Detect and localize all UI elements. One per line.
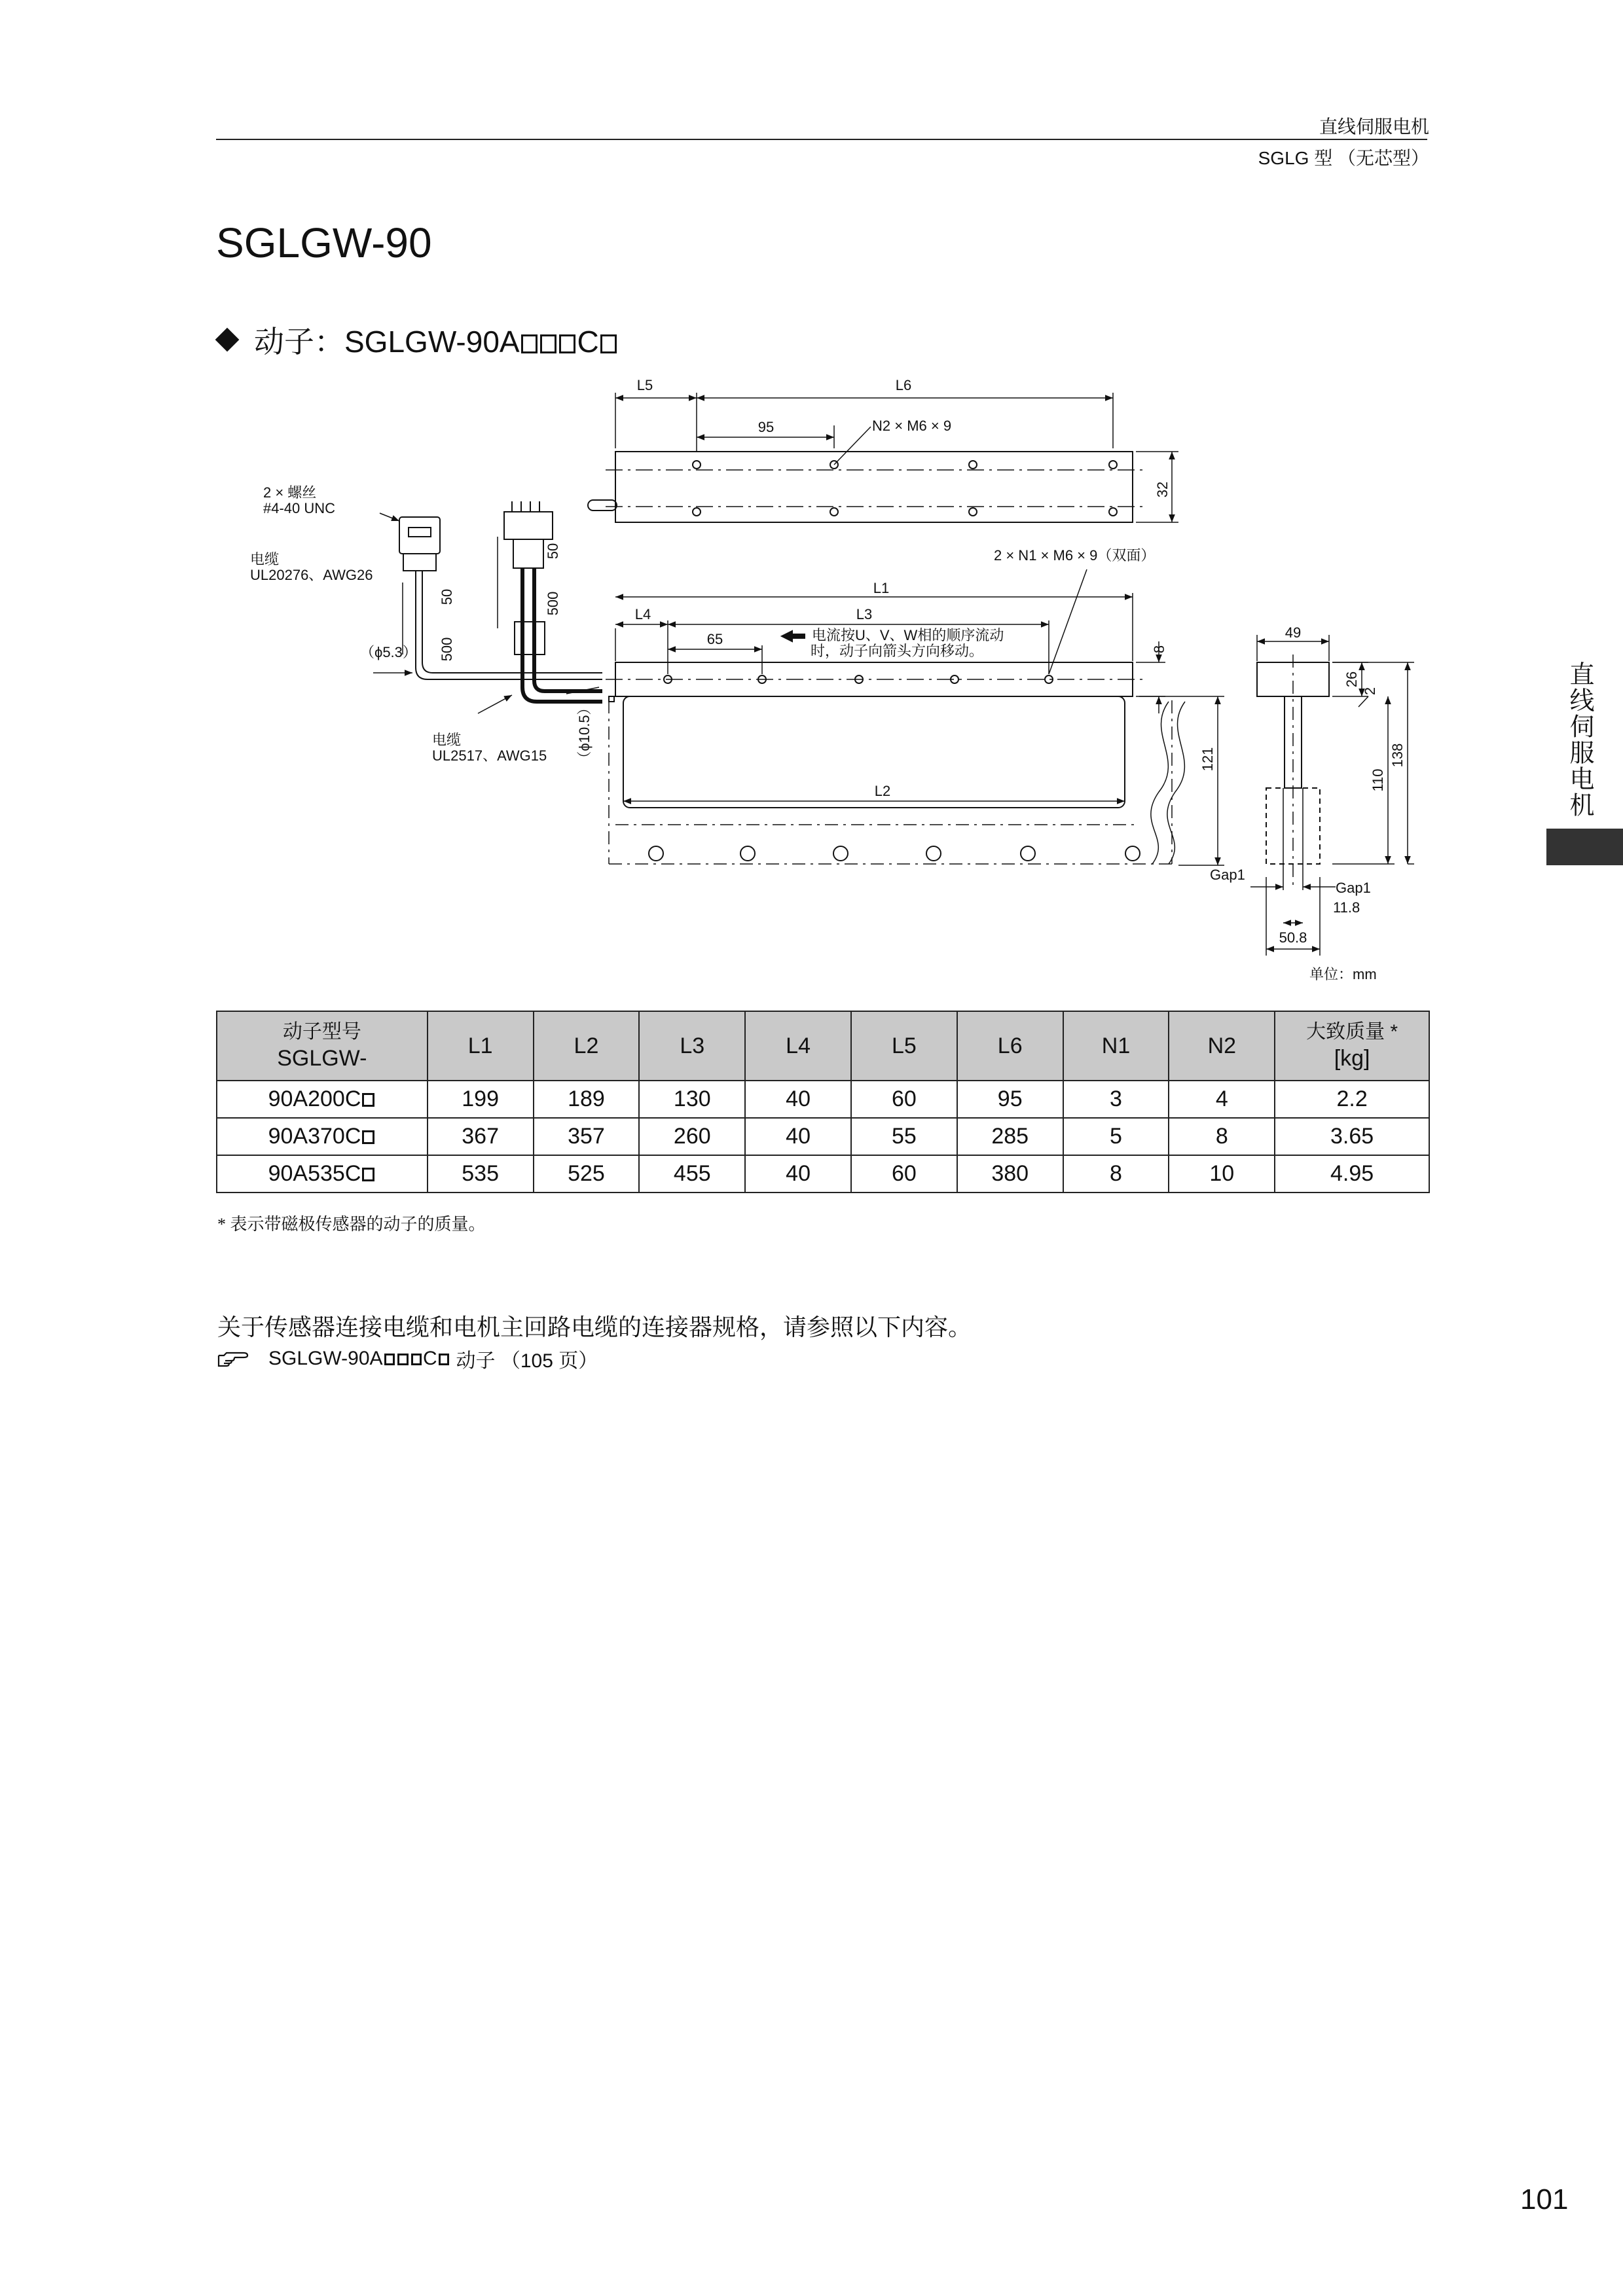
label-phi53: （ϕ5.3） — [360, 644, 417, 660]
col-mass-line2: [kg] — [1334, 1045, 1370, 1071]
col-model-line2: SGLGW- — [277, 1045, 367, 1071]
dimension-drawing — [216, 367, 1434, 995]
cell-model-text: 90A535C — [268, 1161, 361, 1186]
cell-model — [217, 1155, 428, 1193]
label-current-2: 时，动子向箭头方向移动。 — [811, 643, 984, 659]
label-138: 138 — [1389, 743, 1406, 768]
reference-model: SGLGW-90A — [268, 1348, 383, 1369]
label-current-1: 电流按U、V、W相的顺序流动 — [812, 627, 1004, 643]
cell-mass: 2.2 — [1275, 1081, 1429, 1118]
header-category: 直线伺服电机 — [1319, 117, 1429, 137]
label-8: 8 — [1151, 645, 1167, 654]
placeholder-box-icon — [521, 334, 538, 353]
label-2: 2 — [1362, 687, 1378, 696]
label-screw-2: #4-40 UNC — [263, 500, 336, 516]
label-11-8: 11.8 — [1333, 899, 1360, 916]
label-50a: 50 — [439, 588, 455, 605]
cell-l5: 60 — [851, 1081, 957, 1118]
label-screw-1: 2 × 螺丝 — [263, 484, 317, 501]
col-l6: L6 — [957, 1011, 1063, 1081]
placeholder-box-icon — [600, 334, 617, 353]
label-phi105: （ϕ10.5） — [576, 700, 593, 766]
label-n2-holes: N2 × M6 × 9 — [872, 418, 952, 434]
cell-l1: 367 — [428, 1118, 534, 1155]
cell-model-text: 90A370C — [268, 1124, 361, 1149]
cell-l4: 40 — [745, 1118, 851, 1155]
cell-l2: 525 — [534, 1155, 640, 1193]
label-l5: L5 — [636, 377, 653, 393]
label-49: 49 — [1285, 624, 1302, 641]
placeholder-box-icon — [362, 1093, 374, 1107]
label-26: 26 — [1343, 671, 1360, 688]
side-view-body — [615, 662, 1133, 696]
col-l2: L2 — [534, 1011, 640, 1081]
section-model: SGLGW-90A — [344, 325, 520, 359]
label-121: 121 — [1199, 747, 1216, 772]
table-row — [217, 1081, 1429, 1118]
reference-link[interactable] — [217, 1344, 598, 1373]
cell-n1: 3 — [1063, 1081, 1169, 1118]
label-32: 32 — [1154, 481, 1171, 498]
placeholder-box-icon — [384, 1354, 395, 1366]
label-65: 65 — [706, 631, 723, 647]
table-header-row — [217, 1011, 1429, 1081]
magnet-track-screws — [649, 846, 1140, 861]
col-n2: N2 — [1169, 1011, 1275, 1081]
reference-model-suffix: C — [423, 1348, 437, 1369]
label-110: 110 — [1370, 768, 1386, 792]
label-l4: L4 — [634, 606, 651, 622]
cell-model-text: 90A200C — [268, 1086, 361, 1111]
connector-note: 关于传感器连接电缆和电机主回路电缆的连接器规格，请参照以下内容。 — [217, 1314, 972, 1340]
header-series: SGLG 型 （无芯型） — [1258, 148, 1429, 168]
side-tab-marker — [1546, 829, 1623, 865]
cell-l3: 260 — [639, 1118, 745, 1155]
cell-l1: 535 — [428, 1155, 534, 1193]
label-95: 95 — [757, 419, 775, 435]
cell-l6: 95 — [957, 1081, 1063, 1118]
label-n1-holes: 2 × N1 × M6 × 9（双面） — [994, 547, 1156, 564]
table-row — [217, 1118, 1429, 1155]
col-mass — [1275, 1011, 1429, 1081]
cell-l6: 380 — [957, 1155, 1063, 1193]
label-l3: L3 — [856, 606, 873, 622]
cell-l5: 55 — [851, 1118, 957, 1155]
label-gap1-left: Gap1 — [1210, 867, 1245, 883]
cell-l4: 40 — [745, 1155, 851, 1193]
cell-model — [217, 1081, 428, 1118]
label-l6: L6 — [895, 377, 912, 393]
cell-l2: 357 — [534, 1118, 640, 1155]
cell-l5: 60 — [851, 1155, 957, 1193]
placeholder-box-icon — [397, 1354, 409, 1366]
label-cable2-a: 电缆 — [432, 732, 462, 748]
placeholder-box-icon — [540, 334, 556, 353]
diamond-bullet-icon — [215, 328, 240, 352]
cell-n1: 8 — [1063, 1155, 1169, 1193]
unit-label: 单位：mm — [1309, 966, 1377, 982]
header-rule — [216, 139, 1427, 140]
top-view-holes — [693, 461, 1117, 516]
cell-l4: 40 — [745, 1081, 851, 1118]
label-cable1-a: 电缆 — [250, 551, 280, 567]
reference-rest: 动子 （105 页） — [450, 1350, 598, 1372]
page-title: SGLGW-90 — [216, 219, 432, 266]
cell-mass: 4.95 — [1275, 1155, 1429, 1193]
section-prefix: 动子： — [254, 325, 344, 359]
cell-l1: 199 — [428, 1081, 534, 1118]
col-model — [217, 1011, 428, 1081]
section-model-suffix: C — [577, 325, 599, 359]
table-row — [217, 1155, 1429, 1193]
cell-l6: 285 — [957, 1118, 1063, 1155]
col-l3: L3 — [639, 1011, 745, 1081]
col-mass-line1: 大致质量 * — [1306, 1021, 1398, 1043]
col-n1: N1 — [1063, 1011, 1169, 1081]
pointing-hand-icon — [217, 1349, 251, 1369]
placeholder-box-icon — [559, 334, 575, 353]
label-l1: L1 — [873, 580, 890, 596]
placeholder-box-icon — [411, 1354, 422, 1366]
col-model-line1: 动子型号 — [282, 1021, 361, 1043]
label-500a: 500 — [439, 637, 455, 662]
cell-n1: 5 — [1063, 1118, 1169, 1155]
placeholder-box-icon — [439, 1354, 450, 1366]
col-l5: L5 — [851, 1011, 957, 1081]
label-500b: 500 — [545, 591, 561, 616]
table-footnote: * 表示带磁极传感器的动子的质量。 — [217, 1215, 486, 1234]
label-l2: L2 — [874, 783, 891, 799]
label-50b: 50 — [545, 543, 561, 560]
col-l4: L4 — [745, 1011, 851, 1081]
col-l1: L1 — [428, 1011, 534, 1081]
cell-mass: 3.65 — [1275, 1118, 1429, 1155]
page-number: 101 — [1520, 2183, 1569, 2215]
label-cable1-b: UL20276、AWG26 — [250, 567, 373, 583]
placeholder-box-icon — [362, 1130, 374, 1144]
cell-model — [217, 1118, 428, 1155]
cell-l2: 189 — [534, 1081, 640, 1118]
label-50-8: 50.8 — [1279, 929, 1307, 946]
cell-n2: 4 — [1169, 1081, 1275, 1118]
side-tab-label: 直线伺服电机 — [1565, 661, 1593, 818]
placeholder-box-icon — [362, 1168, 374, 1181]
cell-n2: 8 — [1169, 1118, 1275, 1155]
section-title — [219, 318, 618, 361]
cell-l3: 130 — [639, 1081, 745, 1118]
cell-l3: 455 — [639, 1155, 745, 1193]
label-cable2-b: UL2517、AWG15 — [432, 747, 547, 764]
spec-table — [216, 1011, 1430, 1193]
label-gap1-right: Gap1 — [1336, 880, 1371, 896]
cell-n2: 10 — [1169, 1155, 1275, 1193]
